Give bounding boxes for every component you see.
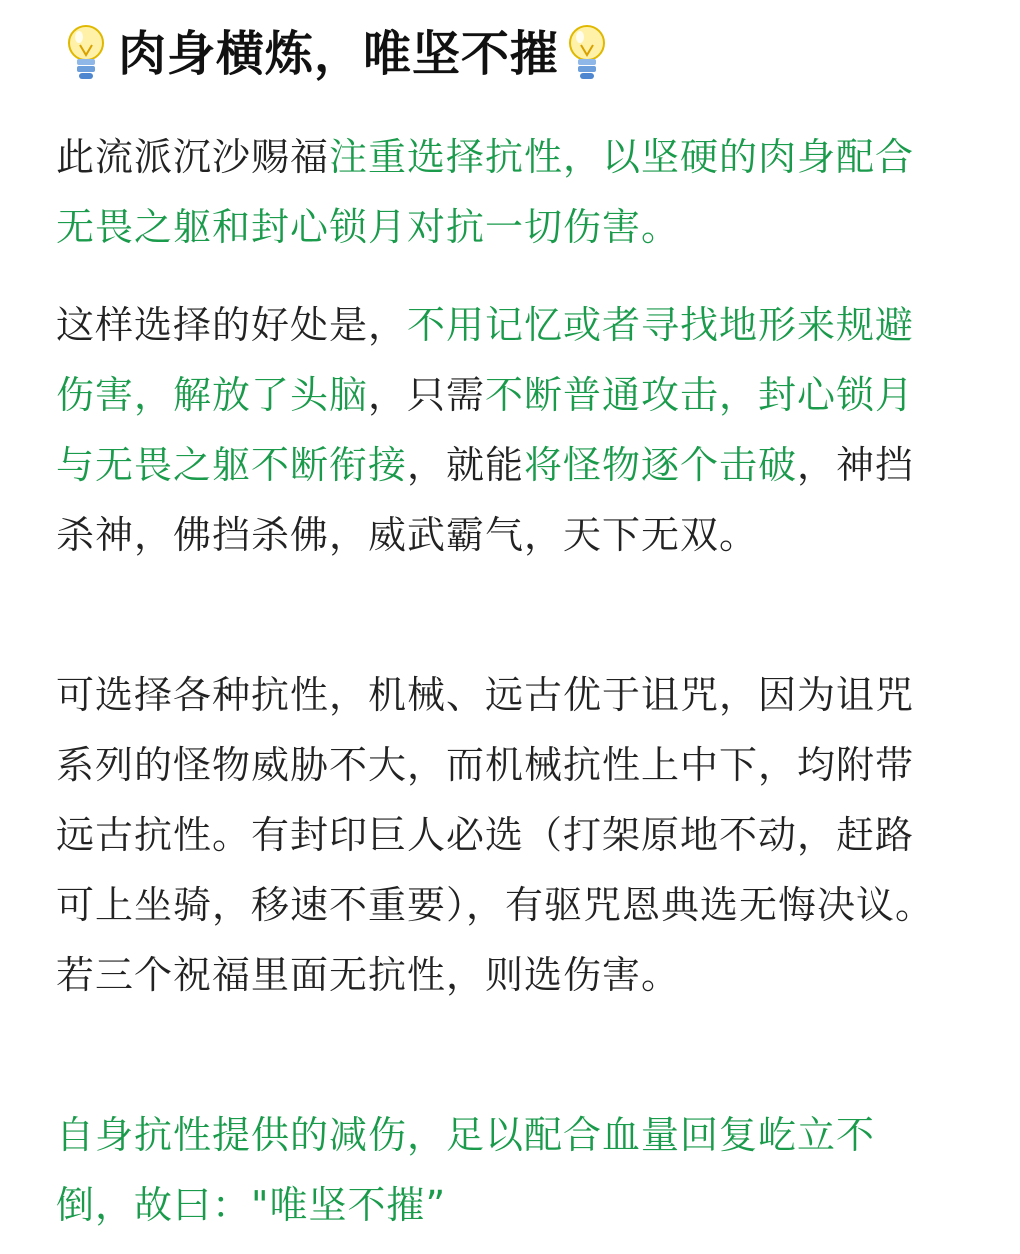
article-title: 肉身横炼，唯坚不摧 <box>118 26 560 82</box>
text-segment: ，只需 <box>368 373 486 417</box>
text-segment: 可选择各种抗性，机械、远古优于诅咒，因为诅咒系列的怪物威胁不大，而机械抗性上中下，均附带远古抗性。有封印巨人必选（打架原地不动，赶路可上坐骑，移速不重要），有驱咒恩典选无悔决议。若三个祝福里面无抗性，则选伤害。 <box>56 673 935 997</box>
article-title-row <box>64 18 609 90</box>
text-segment: ，神挡杀神，佛挡杀佛，威武霸气，天下无双。 <box>56 443 915 557</box>
highlighted-text: 自身抗性提供的减伤，足以配合血量回复屹立不倒，故曰："唯坚不摧” <box>56 1113 876 1227</box>
lightbulb-icon <box>64 23 108 85</box>
text-segment: 这样选择的好处是， <box>56 303 408 347</box>
paragraph-resistance-choice <box>56 660 936 1010</box>
text-segment: 此流派沉沙赐福 <box>56 135 330 179</box>
highlighted-text: 注重选择抗性，以坚硬的肉身配合无畏之躯和封心锁月对抗一切伤害。 <box>56 135 915 249</box>
text-segment: ，就能 <box>407 443 525 487</box>
lightbulb-icon <box>565 23 609 85</box>
paragraph-benefits <box>56 290 936 570</box>
paragraph-conclusion <box>56 1100 936 1240</box>
paragraph-intro <box>56 122 936 262</box>
highlighted-text: 不用记忆或者寻找地形来规避伤害，解放了头脑 <box>56 303 915 417</box>
highlighted-text: 不断普通攻击，封心锁月与无畏之躯不断衔接 <box>56 373 915 487</box>
highlighted-text: 将怪物逐个击破 <box>524 443 798 487</box>
